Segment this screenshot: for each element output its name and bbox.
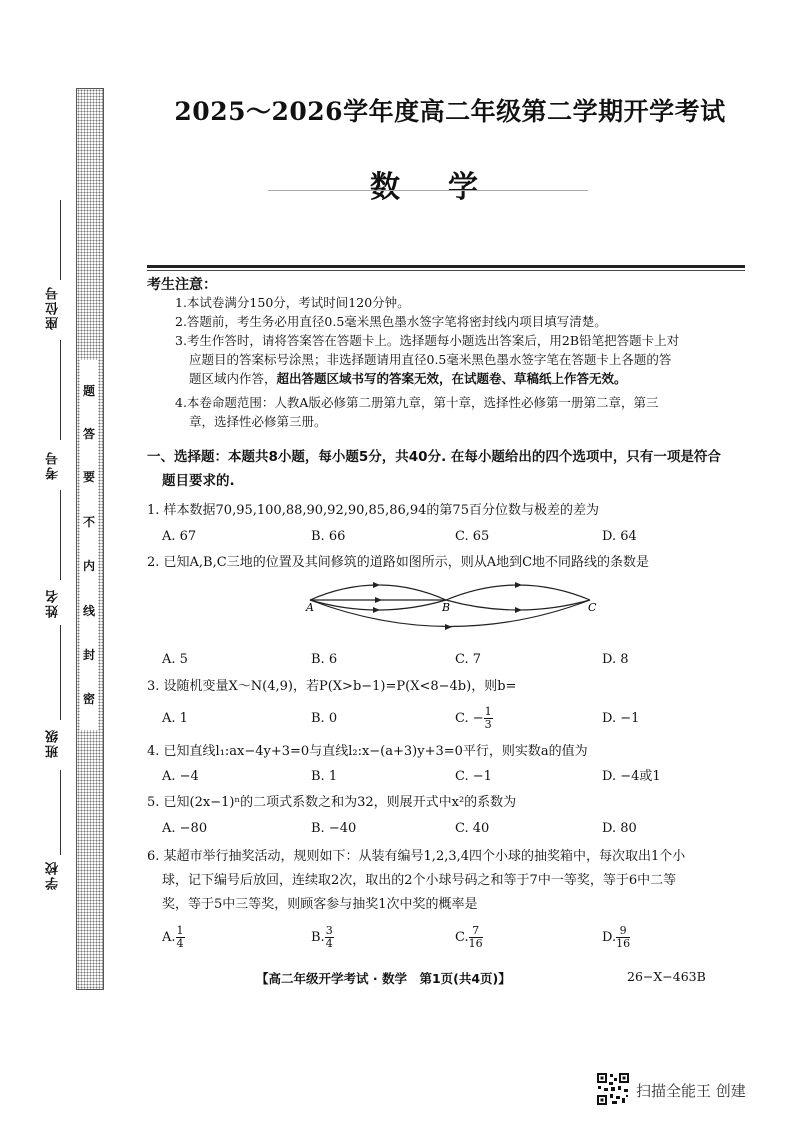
- option-d[interactable]: D. 64: [602, 529, 637, 544]
- option-c[interactable]: C. $\frac{7}{16}$: [455, 924, 483, 950]
- question-6-options: [162, 925, 752, 950]
- option-d[interactable]: D. 8: [602, 652, 629, 667]
- seal-char: 线: [82, 604, 95, 618]
- notice-item: 章，选择性必修第三册。: [189, 414, 327, 429]
- qr-code-icon: [596, 1072, 630, 1106]
- paper-code: 26−X−463B: [627, 969, 706, 984]
- seat-blank[interactable]: [60, 200, 61, 280]
- option-d[interactable]: D. 80: [602, 821, 637, 836]
- question-6-line: 奖，等于5中三等奖，则顾客参与抽奖1次中奖的概率是: [162, 897, 478, 912]
- fraction: $\frac{3}{4}$: [325, 924, 333, 950]
- question-3-options: [162, 706, 752, 731]
- seal-char: 密: [82, 692, 95, 706]
- option-a[interactable]: A. −80: [162, 821, 208, 836]
- fraction: $\frac{1}{3}$: [484, 705, 492, 731]
- subject-underline: [268, 190, 588, 191]
- question-3: 3. 设随机变量X～N(4,9)，若P(X>b−1)=P(X<8−4b)，则b=: [147, 679, 517, 694]
- notice-item-text: 题区域内作答，: [189, 371, 277, 386]
- route-diagram: [300, 575, 610, 635]
- point-c: C: [588, 601, 597, 614]
- notice-item: [189, 369, 745, 388]
- option-c-text: C. −: [455, 711, 484, 726]
- option-d[interactable]: D. −1: [602, 710, 640, 726]
- seal-window: [80, 360, 98, 730]
- seal-char: 答: [82, 427, 95, 441]
- section-heading: 题目要求的.: [162, 473, 235, 489]
- road-bc-1: [446, 585, 590, 600]
- option-d[interactable]: D. −4或1: [602, 769, 661, 784]
- point-a: A: [306, 601, 314, 614]
- question-5: 5. 已知(2x−1)ⁿ的二项式系数之和为32，则展开式中x²的系数为: [147, 795, 517, 810]
- page-footer: 【高二年级开学考试 · 数学 第1页(共4页)】: [256, 971, 511, 986]
- question-1-options: [162, 526, 752, 548]
- option-b[interactable]: B. 6: [311, 652, 338, 667]
- question-6: 6. 某超市举行抽奖活动，规则如下：从装有编号1,2,3,4四个小球的抽奖箱中，每次取出1个小: [147, 849, 686, 864]
- option-a[interactable]: A. −4: [162, 769, 199, 784]
- seat-label: 座位号: [46, 285, 61, 330]
- option-d[interactable]: D. $\frac{9}{16}$: [602, 924, 631, 950]
- option-b[interactable]: B. 66: [311, 529, 346, 544]
- option-c[interactable]: C. 40: [455, 821, 490, 836]
- option-b[interactable]: B. $\frac{3}{4}$: [311, 924, 333, 950]
- question-5-options: [162, 818, 752, 840]
- question-4-options: [162, 766, 752, 788]
- scanner-watermark: 扫描全能王 创建: [636, 1082, 746, 1100]
- seal-char: 不: [82, 515, 95, 529]
- seal-char: 题: [82, 384, 95, 398]
- question-4: 4. 已知直线l₁:ax−4y+3=0与直线l₂:x−(a+3)y+3=0平行，则实数a的值为: [147, 744, 588, 759]
- option-a[interactable]: A. 1: [162, 710, 188, 726]
- question-1: 1. 样本数据70,95,100,88,90,92,90,85,86,94的第75百分位数与极差的差为: [147, 503, 599, 518]
- class-label: 班级: [46, 728, 61, 758]
- question-2-options: [162, 649, 752, 671]
- subject-title: 数学: [370, 170, 526, 205]
- school-blank[interactable]: [60, 770, 61, 855]
- exam-number-label: 考号: [46, 450, 61, 480]
- question-2: 2. 已知A,B,C三地的位置及其间修筑的道路如图所示，则从A地到C地不同路线的条数是: [147, 555, 650, 570]
- option-a[interactable]: A. 5: [162, 652, 188, 667]
- header-rule: [147, 265, 745, 268]
- name-blank[interactable]: [60, 490, 61, 580]
- notice-item: 1.本试卷满分150分，考试时间120分钟。: [175, 295, 410, 310]
- option-c[interactable]: C. 65: [455, 529, 490, 544]
- name-label: 姓名: [46, 588, 61, 618]
- fraction: $\frac{1}{4}$: [176, 924, 184, 950]
- seal-char: 要: [82, 470, 95, 484]
- notice-title: 考生注意：: [147, 277, 217, 293]
- notice-item: 3.考生作答时，请将答案答在答题卡上。选择题每小题选出答案后，用2B铅笔把答题卡上对: [175, 333, 680, 348]
- fraction: $\frac{7}{16}$: [468, 924, 483, 950]
- notice-emphasis: 超出答题区域书写的答案无效，在试题卷、草稿纸上作答无效。: [276, 371, 627, 386]
- option-c[interactable]: C. −1: [455, 769, 492, 784]
- option-b[interactable]: B. 0: [311, 710, 338, 726]
- option-a[interactable]: A. 67: [162, 529, 197, 544]
- option-c[interactable]: [455, 706, 602, 731]
- class-blank[interactable]: [60, 625, 61, 720]
- option-b[interactable]: B. −40: [311, 821, 357, 836]
- seal-char: 封: [82, 648, 95, 662]
- seal-char: 内: [82, 559, 95, 573]
- point-b: B: [442, 601, 451, 614]
- notice-item: 4.本卷命题范围：人教A版必修第二册第九章，第十章，选择性必修第一册第二章，第三: [175, 395, 659, 410]
- header-rule-thin: [147, 270, 745, 271]
- option-c[interactable]: C. 7: [455, 652, 482, 667]
- exam-title: 2025～2026学年度高二年级第二学期开学考试: [174, 97, 726, 126]
- school-label: 学校: [46, 860, 61, 890]
- question-6-line: 球，记下编号后放回，连续取2次，取出的2个小球号码之和等于7中一等奖，等于6中二等: [162, 873, 677, 888]
- section-heading: 一、选择题：本题共8小题，每小题5分，共40分. 在每小题给出的四个选项中，只有一项是符合: [147, 449, 721, 465]
- notice-item: 2.答题前，考生务必用直径0.5毫米黑色墨水签字笔将密封线内项目填写清楚。: [175, 314, 607, 329]
- fraction: $\frac{9}{16}$: [616, 924, 631, 950]
- option-a[interactable]: A. $\frac{1}{4}$: [162, 924, 184, 950]
- exam-number-blank[interactable]: [60, 340, 61, 440]
- road-ab-1: [310, 585, 446, 600]
- option-b[interactable]: B. 1: [311, 769, 338, 784]
- notice-item: 应题目的答案标号涂黑；非选择题请用直径0.5毫米黑色墨水签字笔在答题卡上各题的答: [189, 352, 672, 367]
